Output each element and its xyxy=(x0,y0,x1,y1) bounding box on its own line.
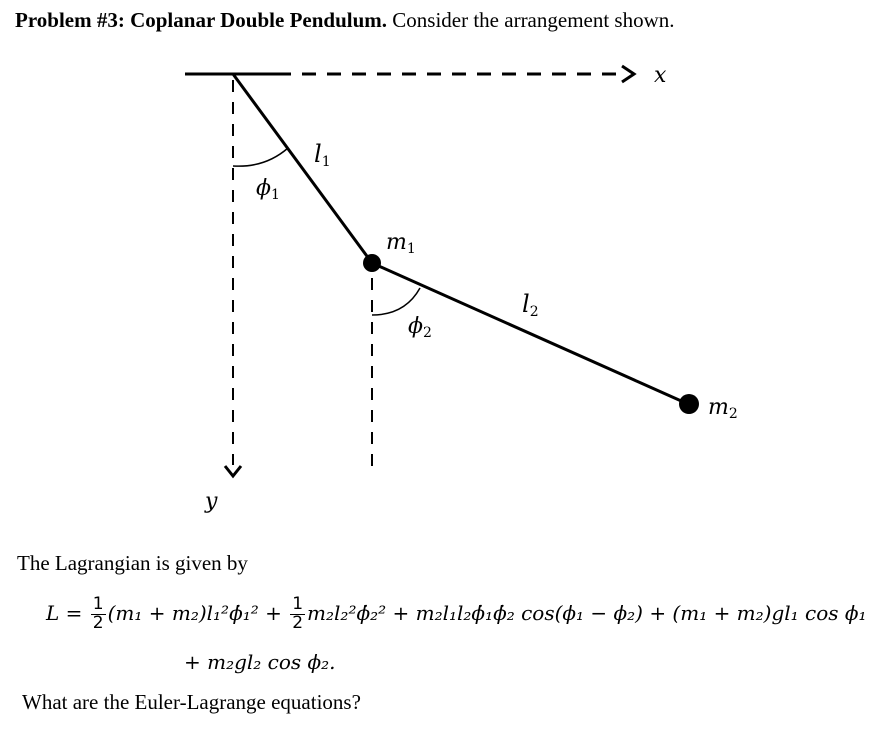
angle-2-arc xyxy=(372,288,420,315)
mass-1 xyxy=(363,254,381,272)
angle-1-arc xyxy=(233,148,288,166)
x-axis-arrowhead xyxy=(622,66,634,82)
rod-2-label: l2 xyxy=(522,290,539,320)
mass-2-label: m2 xyxy=(708,395,738,422)
problem-title: Problem #3: Coplanar Double Pendulum. xyxy=(15,8,388,32)
equation-term-2: m₂l₂²ϕ̇₂² + m₂l₁l₂ϕ̇₁ϕ̇₂ cos(ϕ₁ − ϕ₂) + (m₁ + m₂)gl₁ cos ϕ₁ xyxy=(307,600,867,625)
x-axis-label: x xyxy=(654,63,667,88)
rod-1 xyxy=(233,74,372,263)
y-axis-label: y xyxy=(205,489,218,514)
fraction-half-2: $\frac{1}{2}$ xyxy=(292,594,304,633)
angle-1-label: ϕ1 xyxy=(256,176,280,203)
question-text: What are the Euler-Lagrange equations? xyxy=(22,690,361,714)
lagrangian-intro: The Lagrangian is given by xyxy=(17,551,248,575)
mass-2 xyxy=(679,394,699,414)
y-axis-arrowhead xyxy=(225,466,241,476)
mass-1-label: m1 xyxy=(386,230,416,257)
problem-heading xyxy=(15,8,675,33)
rod-1-label: l1 xyxy=(314,140,331,170)
angle-2-label: ϕ2 xyxy=(408,314,432,341)
equation-lhs: L = xyxy=(46,600,83,625)
lagrangian-equation-line-2: + m₂gl₂ cos ϕ₂. xyxy=(184,650,336,674)
lagrangian-equation-line-1 xyxy=(46,596,867,633)
equation-term-1: (m₁ + m₂)l₁²ϕ̇₁² + xyxy=(107,600,282,625)
double-pendulum-diagram xyxy=(0,50,885,530)
problem-statement: Consider the arrangement shown. xyxy=(387,8,675,32)
fraction-half-1: $\frac{1}{2}$ xyxy=(92,594,104,633)
